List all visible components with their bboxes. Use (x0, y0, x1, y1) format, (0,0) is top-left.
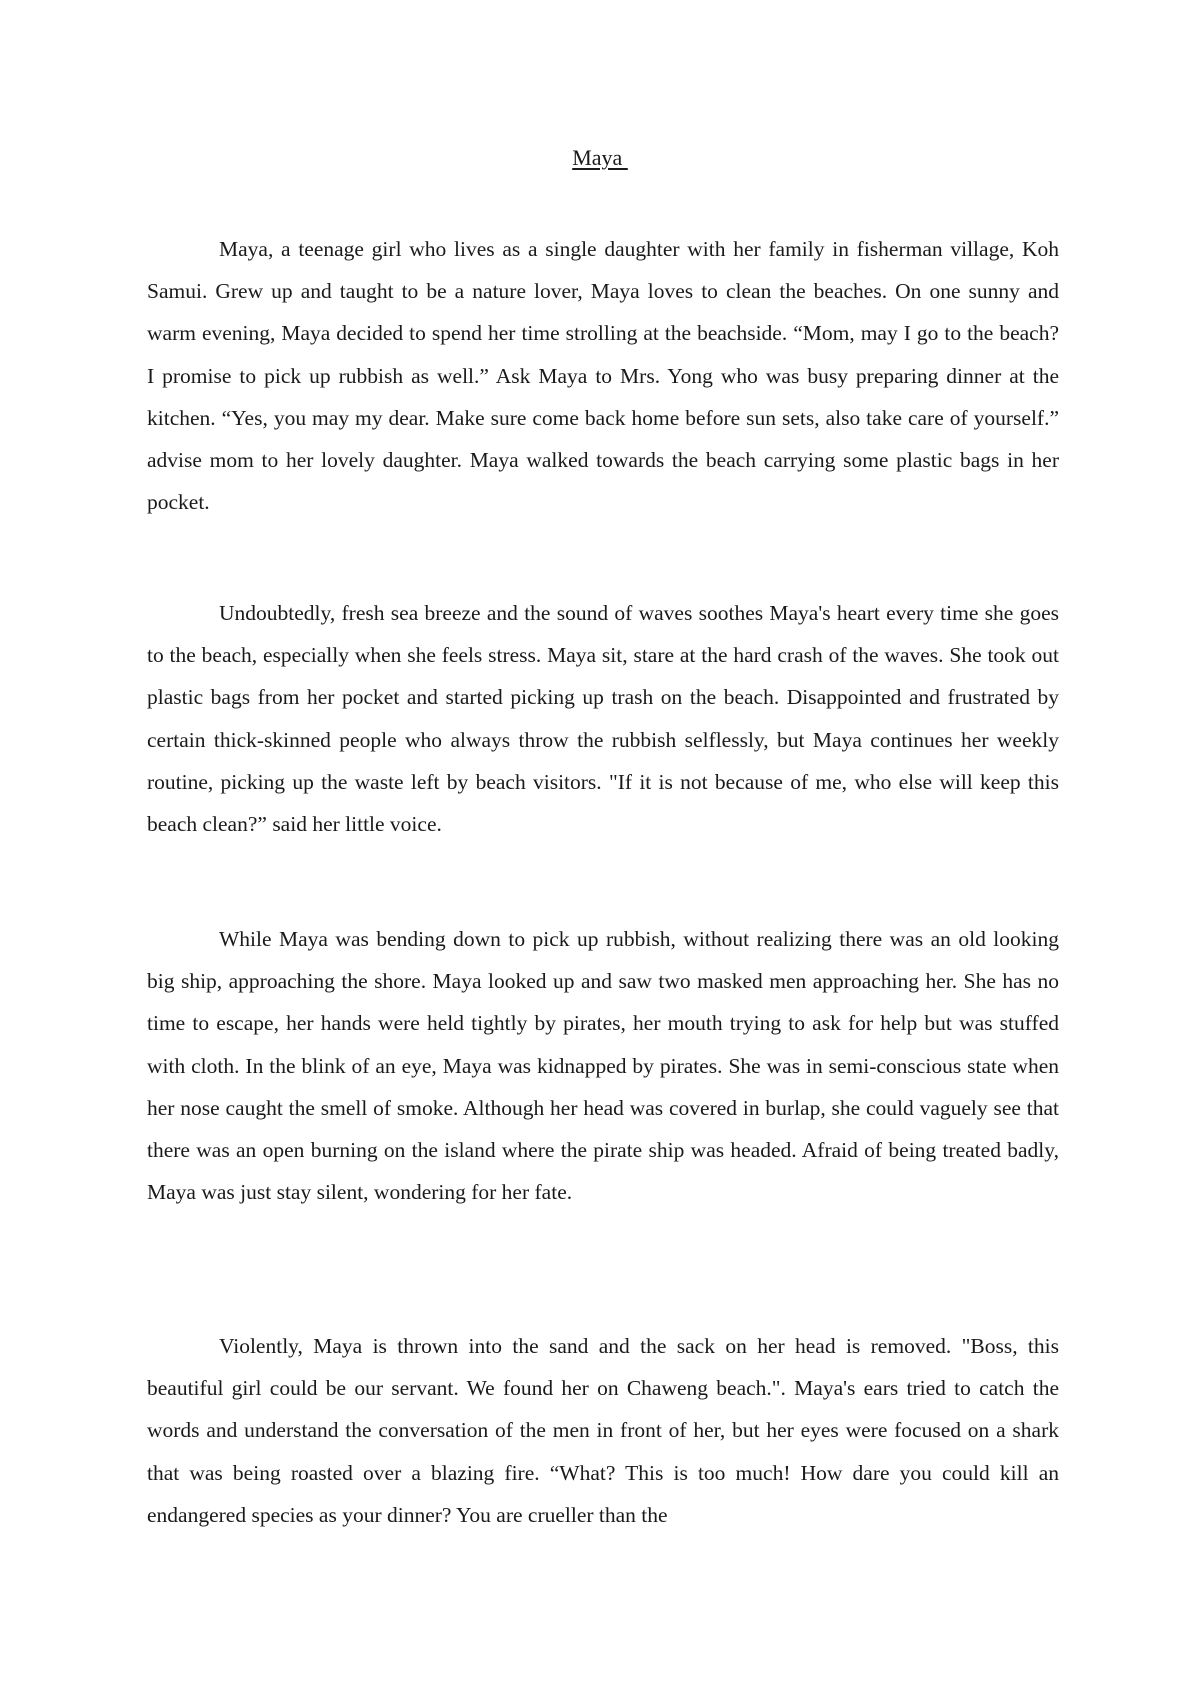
document-title-text: Maya (572, 145, 628, 170)
paragraph-3: While Maya was bending down to pick up rubbish, without realizing there was an old looking big ship, approaching the shore. Maya looked up and saw two masked men approaching her. She has no time to escape, her hands were held tightly by pirates, her mouth trying to ask for help but was stuffed with cloth. In the blink of an eye, Maya was kidnapped by pirates. She was in semi-conscious state when her nose caught the smell of smoke. Although her head was covered in burlap, she could vaguely see that there was an open burning on the island where the pirate ship was headed. Afraid of being treated badly, Maya was just stay silent, wondering for her fate. (147, 927, 1059, 1205)
paragraph-4: Violently, Maya is thrown into the sand and the sack on her head is removed. "Boss, this beautiful girl could be our servant. We found her on Chaweng beach.". Maya's ears tried to catch the words and understand the conversation of the men in front of her, but her eyes were focused on a shark that was being roasted over a blazing fire. “What? This is too much! How dare you could kill an endangered species as your dinner? You are crueller than the (147, 1334, 1059, 1527)
document-title (0, 145, 1200, 171)
paragraph-2: Undoubtedly, fresh sea breeze and the sound of waves soothes Maya's heart every time she goes to the beach, especially when she feels stress. Maya sit, stare at the hard crash of the waves. She took out plastic bags from her pocket and started picking up trash on the beach. Disappointed and frustrated by certain thick-skinned people who always throw the rubbish selflessly, but Maya continues her weekly routine, picking up the waste left by beach visitors. "If it is not because of me, who else will keep this beach clean?” said her little voice. (147, 601, 1059, 837)
paragraph-1: Maya, a teenage girl who lives as a single daughter with her family in fisherman village, Koh Samui. Grew up and taught to be a nature lover, Maya loves to clean the beaches. On one sunny and warm evening, Maya decided to spend her time strolling at the beachside. “Mom, may I go to the beach? I promise to pick up rubbish as well.” Ask Maya to Mrs. Yong who was busy preparing dinner at the kitchen. “Yes, you may my dear. Make sure come back home before sun sets, also take care of yourself.” advise mom to her lovely daughter. Maya walked towards the beach carrying some plastic bags in her pocket. (147, 237, 1059, 515)
